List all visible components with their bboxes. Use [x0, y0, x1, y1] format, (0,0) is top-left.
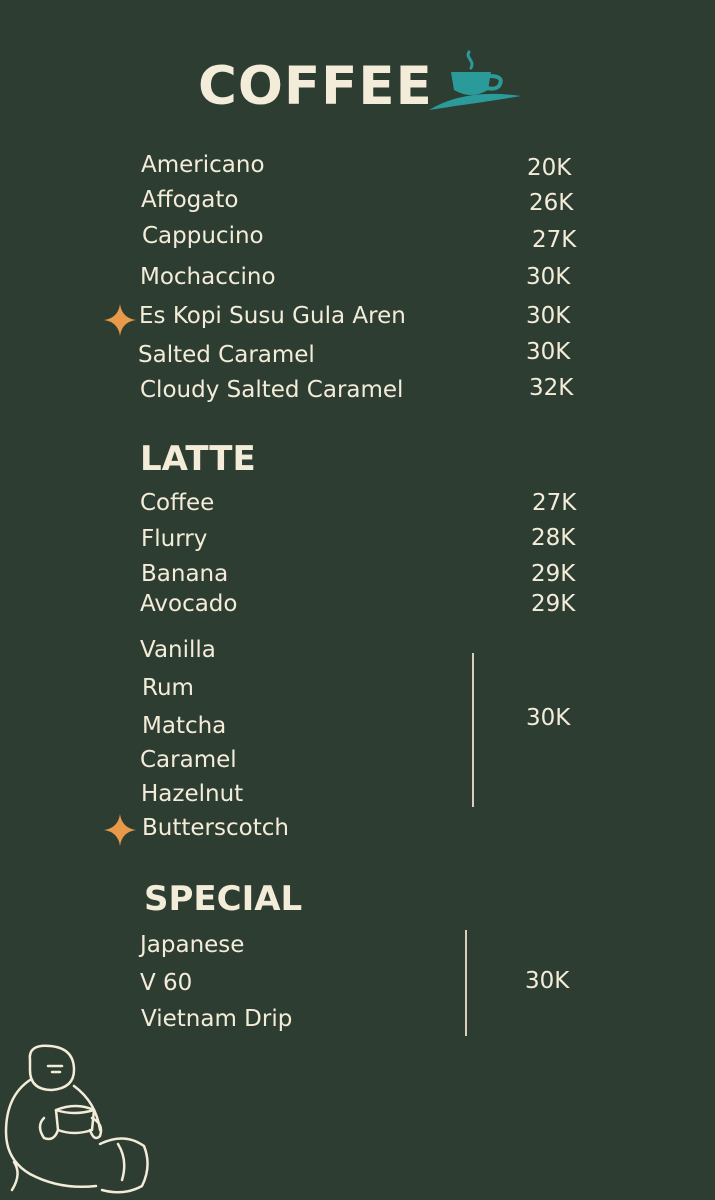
menu-item-name: Matcha — [142, 713, 227, 739]
menu-item-name: Japanese — [140, 932, 245, 958]
four-point-star-icon — [103, 813, 137, 847]
menu-item-price: 30K — [526, 339, 571, 365]
menu-item-name: Cappucino — [142, 223, 264, 249]
menu-item-name: V 60 — [140, 970, 193, 996]
menu-item-name: Avocado — [140, 591, 238, 617]
menu-item-name: Coffee — [140, 490, 215, 516]
page-title: COFFEE — [198, 56, 433, 117]
coffee-cup-icon — [425, 50, 525, 116]
menu-item-price: 28K — [531, 525, 576, 551]
menu-item-price: 27K — [532, 490, 577, 516]
menu-item-name: Caramel — [140, 747, 237, 773]
menu-item-price: 30K — [526, 303, 571, 329]
menu-item-name: Flurry — [141, 526, 208, 552]
menu-item-price: 30K — [526, 264, 571, 290]
menu-item-price: 20K — [527, 155, 572, 181]
menu-item-name: Cloudy Salted Caramel — [140, 377, 404, 403]
menu-item-name: Affogato — [141, 187, 239, 213]
menu-item-name: Salted Caramel — [138, 342, 315, 368]
group-price: 30K — [526, 705, 571, 731]
menu-item-price: 27K — [532, 227, 577, 253]
menu-item-name: Americano — [141, 152, 265, 178]
menu-item-name: Vanilla — [140, 637, 216, 663]
menu-item-name: Butterscotch — [142, 815, 289, 841]
menu-item-price: 26K — [529, 190, 574, 216]
group-divider — [465, 930, 467, 1036]
group-divider — [472, 653, 474, 807]
four-point-star-icon — [103, 303, 137, 337]
menu-item-price: 32K — [529, 375, 574, 401]
group-price: 30K — [525, 968, 570, 994]
menu-item-name: Hazelnut — [141, 781, 244, 807]
menu-item-name: Vietnam Drip — [141, 1006, 293, 1032]
section-heading-special: SPECIAL — [144, 879, 303, 919]
person-holding-cup-illustration — [0, 1040, 160, 1200]
menu-item-name: Rum — [142, 675, 194, 701]
menu-item-price: 29K — [531, 561, 576, 587]
menu-item-name: Banana — [141, 561, 229, 587]
menu-item-name: Mochaccino — [140, 264, 276, 290]
menu-item-price: 29K — [531, 591, 576, 617]
section-heading-latte: LATTE — [140, 439, 256, 479]
menu-item-name: Es Kopi Susu Gula Aren — [139, 303, 406, 329]
